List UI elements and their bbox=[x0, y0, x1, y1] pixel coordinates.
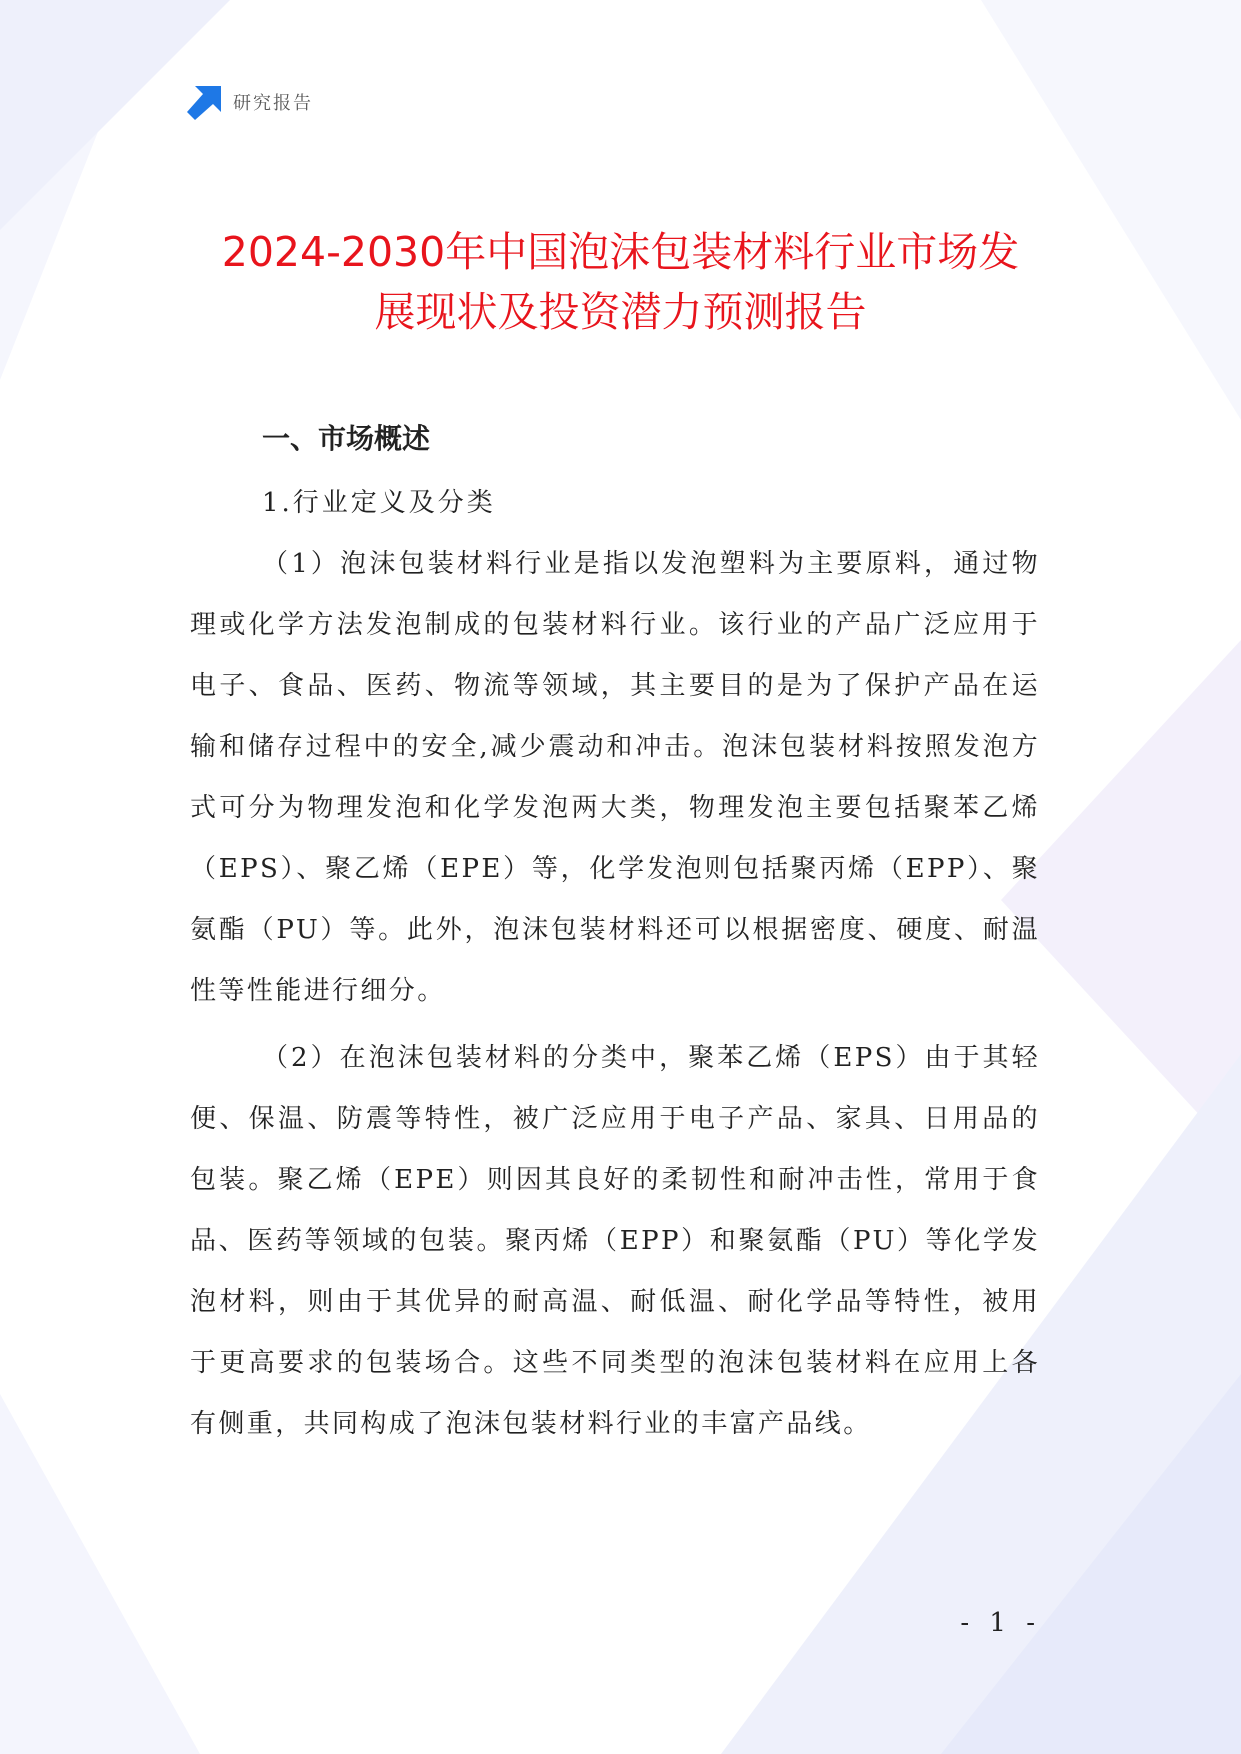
report-header bbox=[187, 84, 313, 120]
page-title bbox=[150, 222, 1091, 342]
page-number: - 1 - bbox=[960, 1608, 1041, 1638]
main-content bbox=[190, 414, 1040, 1455]
paragraph-2: （2）在泡沫包装材料的分类中，聚苯乙烯（EPS）由于其轻便、保温、防震等特性，被广泛应用于电子产品、家具、日用品的包装。聚乙烯（EPE）则因其良好的柔韧性和耐冲击性，常用于食品、医药等领域的包装。聚丙烯（EPP）和聚氨酯（PU）等化学发泡材料，则由于其优异的耐高温、耐低温、耐化学品等特性，被用于更高要求的包装场合。这些不同类型的泡沫包装材料在应用上各有侧重，共同构成了泡沫包装材料行业的丰富产品线。 bbox=[190, 1043, 1040, 1439]
header-label: 研究报告 bbox=[233, 93, 313, 114]
section-heading: 一、市场概述 bbox=[262, 422, 431, 455]
arrow-up-right-icon bbox=[187, 84, 223, 120]
paragraph-1: （1）泡沫包装材料行业是指以发泡塑料为主要原料，通过物理或化学方法发泡制成的包装材料行业。该行业的产品广泛应用于电子、食品、医药、物流等领域，其主要目的是为了保护产品在运输和储存过程中的安全,减少震动和冲击。泡沫包装材料按照发泡方式可分为物理发泡和化学发泡两大类，物理发泡主要包括聚苯乙烯（EPS）、聚乙烯（EPE）等，化学发泡则包括聚丙烯（EPP）、聚氨酯（PU）等。此外，泡沫包装材料还可以根据密度、硬度、耐温性等性能进行细分。 bbox=[190, 549, 1040, 1006]
title-line-2: 展现状及投资潜力预测报告 bbox=[374, 288, 867, 336]
section-subheading: 1.行业定义及分类 bbox=[262, 488, 496, 518]
title-line-1: 2024-2030年中国泡沫包装材料行业市场发 bbox=[221, 228, 1020, 276]
